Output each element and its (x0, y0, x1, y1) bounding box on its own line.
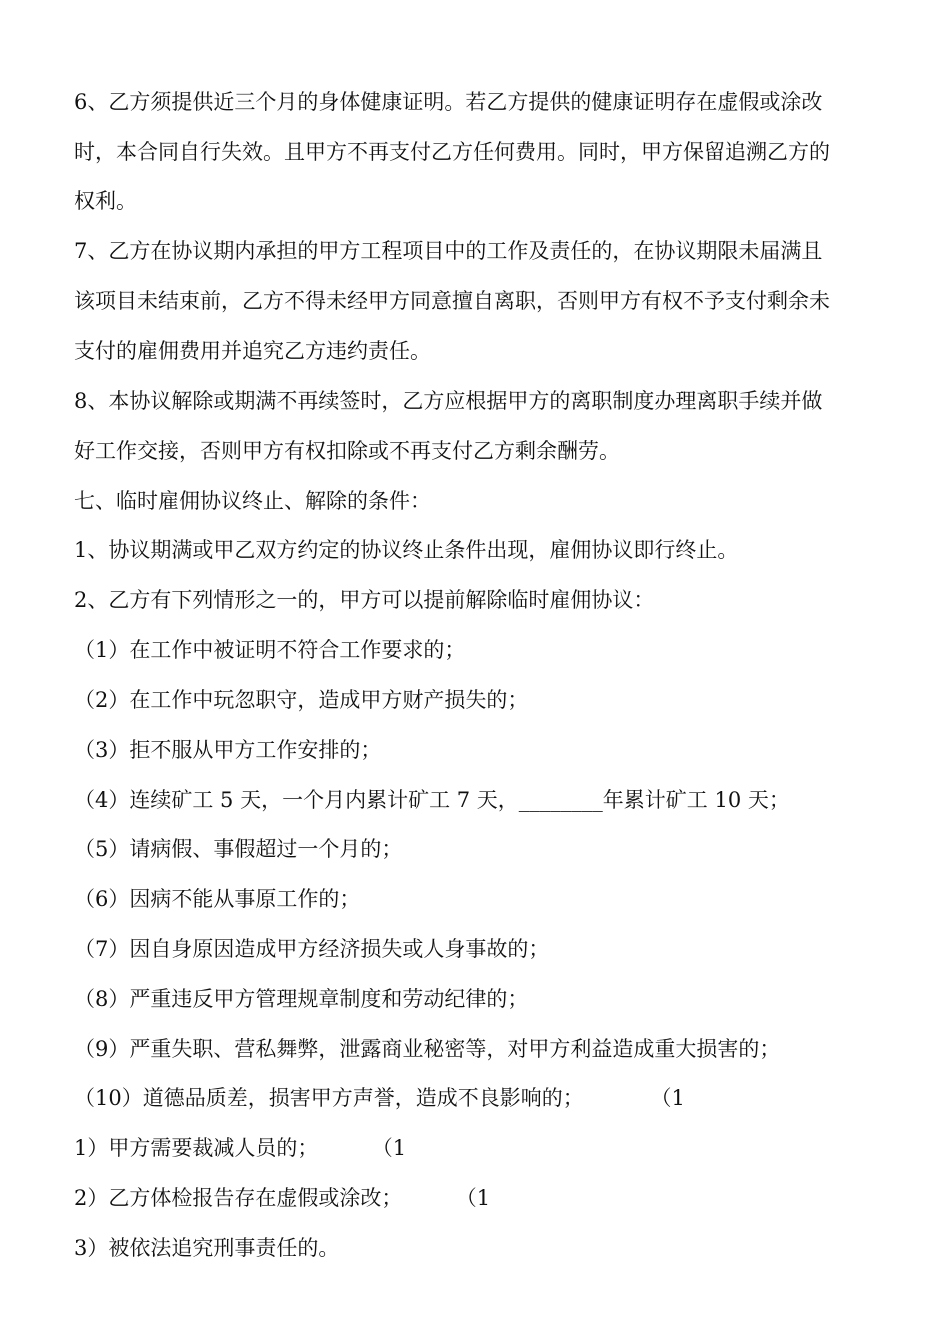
list-item: （6）因病不能从事原工作的； (74, 887, 361, 911)
section-heading: 七、临时雇佣协议终止、解除的条件： (74, 489, 431, 513)
paragraph-line: 6、乙方须提供近三个月的身体健康证明。若乙方提供的健康证明存在虚假或涂改 (74, 90, 823, 114)
list-item: （1）在工作中被证明不符合工作要求的； (74, 638, 466, 662)
list-item: （2）在工作中玩忽职守，造成甲方财产损失的； (74, 688, 529, 712)
paragraph-line: 好工作交接，否则甲方有权扣除或不再支付乙方剩余酬劳。 (74, 439, 620, 463)
list-item: （4）连续矿工 5 天，一个月内累计矿工 7 天，________年累计矿工 10 天； (74, 788, 790, 812)
list-item: 1）甲方需要裁减人员的； （1 (74, 1136, 407, 1160)
list-item: （3）拒不服从甲方工作安排的； (74, 738, 382, 762)
list-item: （5）请病假、事假超过一个月的； (74, 837, 403, 861)
list-item: 3）被依法追究刑事责任的。 (74, 1236, 340, 1260)
list-item: （10）道德品质差，损害甲方声誉，造成不良影响的； （1 (74, 1086, 685, 1110)
paragraph-line: 权利。 (74, 189, 137, 213)
list-item: （8）严重违反甲方管理规章制度和劳动纪律的； (74, 987, 529, 1011)
paragraph-line: 2、乙方有下列情形之一的，甲方可以提前解除临时雇佣协议： (74, 588, 655, 612)
list-item: （7）因自身原因造成甲方经济损失或人身事故的； (74, 937, 550, 961)
paragraph-line: 8、本协议解除或期满不再续签时，乙方应根据甲方的离职制度办理离职手续并做 (74, 389, 823, 413)
paragraph-line: 该项目未结束前，乙方不得未经甲方同意擅自离职，否则甲方有权不予支付剩余未 (74, 289, 830, 313)
paragraph-line: 时，本合同自行失效。且甲方不再支付乙方任何费用。同时，甲方保留追溯乙方的 (74, 140, 830, 164)
list-item: 2）乙方体检报告存在虚假或涂改； （1 (74, 1186, 491, 1210)
paragraph-line: 1、协议期满或甲乙双方约定的协议终止条件出现，雇佣协议即行终止。 (74, 538, 739, 562)
paragraph-line: 支付的雇佣费用并追究乙方违约责任。 (74, 339, 431, 363)
paragraph-line: 7、乙方在协议期内承担的甲方工程项目中的工作及责任的，在协议期限未届满且 (74, 239, 823, 263)
list-item: （9）严重失职、营私舞弊，泄露商业秘密等，对甲方利益造成重大损害的； (74, 1037, 781, 1061)
